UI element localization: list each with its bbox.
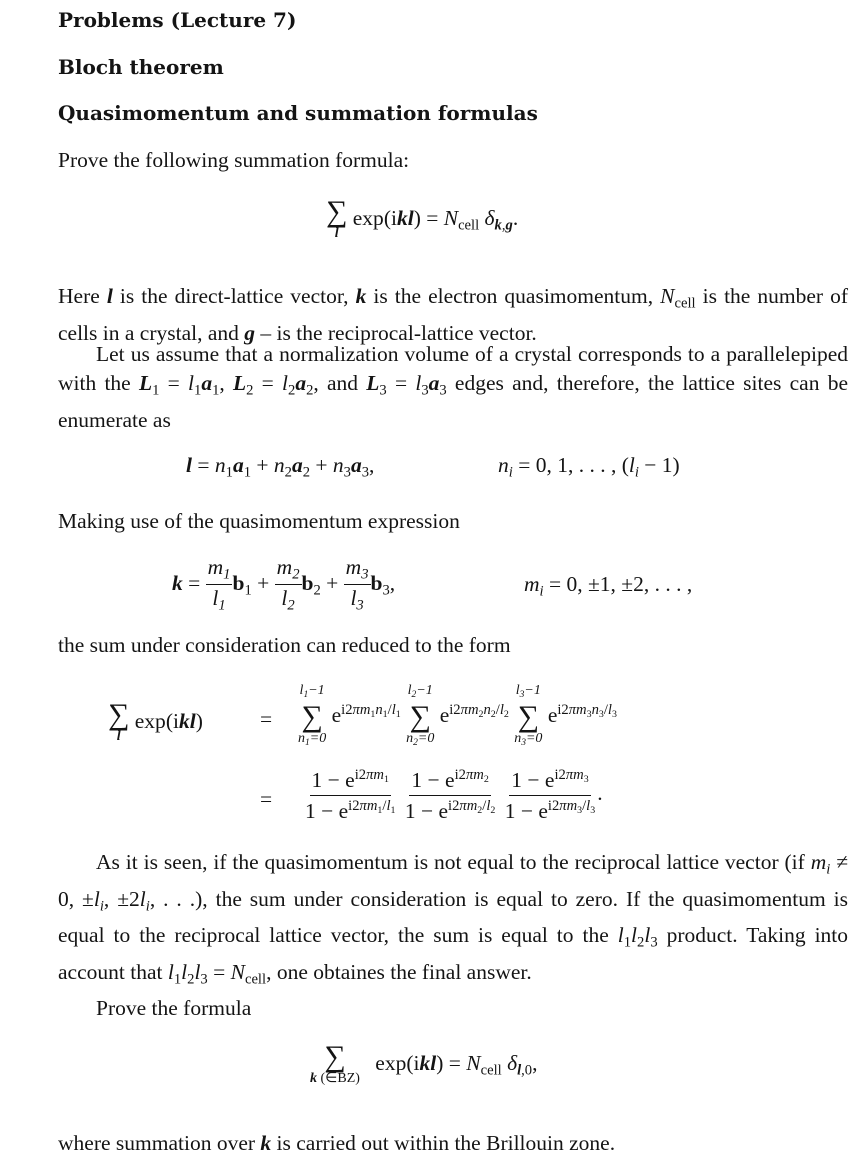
sum-symbol: ∑ l [326,195,348,241]
geometric-sum-result: $\frac{1 - e^{i2\pi m_1}}{1 - e^{i2\pi m_1/l_1}}$ $\frac{1 - e^{i2\pi m_2}}{1 - e^{i2\pi m_2/l_2}}$ $\frac{1 - e^{i2\pi m_3}}{1 - e^{i2\pi m_3/l_3}}$ . [305,767,603,823]
reduced-sum-lhs: ∑ l exp(ikl) [108,698,203,744]
lecture-heading: Problems (Lecture 7) [58,8,297,32]
quasimomentum-equation: k = $\frac{m_1}{l_1}$ $b_1$ + $\frac{m_2}{l_2}$ $b_2$ + $\frac{m_3}{l_3}$ $b_3$, [172,555,396,614]
summation-formula-2: ∑ k (∈BZ) $\exp(ikl) = N_{cell}$ $\delta_{l,0}$, [310,1040,538,1086]
lattice-index-range: $n_i = 0$, 1, . . . , $(l_i - 1)$ [498,453,680,481]
quasimomentum-index-range: $m_i = 0$, ±1, ±2, . . . , [524,572,693,600]
making-use-text: Making use of the quasimomentum expression [58,509,460,533]
equals-sign-2: = [260,787,273,811]
reduced-sum-products: $l_1-1$ ∑ $n_1=0$ $e^{i2\pi m_1n_1/l_1}$ $l_2-1$ ∑ $n_2=0$ $e^{i2\pi m_2n_2/l_2}$ $l_3-1$ ∑ $n_3=0$ $e^{i2\pi m_3n_3/l_3}$ [298,683,617,748]
prove-formula-text: Prove the formula [96,996,252,1020]
definitions-paragraph: Here l is the direct-lattice vector, k is the electron quasimomentum, $N_{cell}$ is the number of cells in a crystal, and g – is the reciprocal-lattice vector. [58,284,849,345]
lattice-site-equation: $l = n_1a_1 + n_2a_2 + n_3a_3$, [186,453,375,481]
normalization-paragraph: Let us assume that a normalization volume of a crystal corresponds to a parallelepiped with the $L_1 = l_1a_1$, $L_2 = l_2a_2$, and $L_3 = l_3a_3$ edges and, therefore, the lattice sites can be enumerate as [58,342,848,432]
intro-text: Prove the following summation formula: [58,148,410,172]
closing-text: where summation over k is carried out within the Brillouin zone. [58,1131,616,1155]
reduced-form-text: the sum under consideration can reduced to the form [58,633,511,657]
section-heading: Quasimomentum and summation formulas [58,101,538,125]
conclusion-paragraph: As it is seen, if the quasimomentum is not equal to the reciprocal lattice vector (if $m_i \ne 0$, $\pm l_i$, $\pm 2l_i$, . . .), the sum under consideration is equal to zero. If the quasimomentum is equal to the reciprocal lattice vector, the sum is equal to the $l_1l_2l_3$ product. Taking into account that $l_1l_2l_3 = N_{cell}$, one obtaines the final answer. [58,850,849,988]
topic-heading: Bloch theorem [58,55,224,79]
equals-sign-1: = [260,707,273,731]
summation-formula-1: ∑ l $\exp(ikl) = N_{cell}$ $\delta_{k,g}$. [326,195,519,241]
